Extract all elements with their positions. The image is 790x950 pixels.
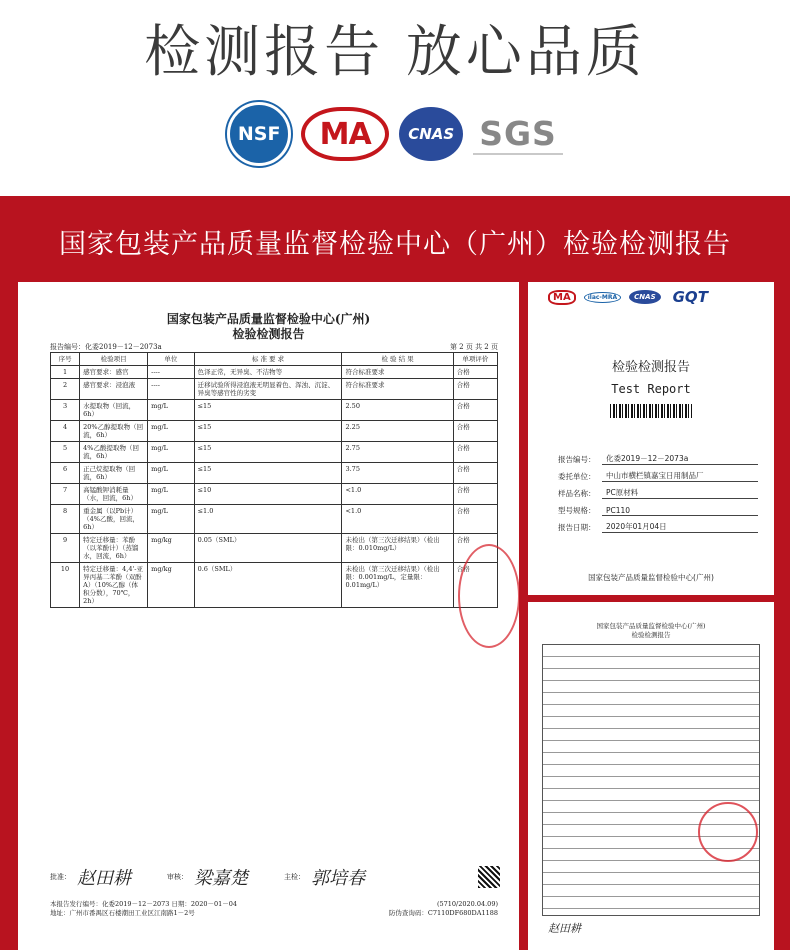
table-cell: 3.75 xyxy=(342,463,453,484)
report-main-footer xyxy=(50,900,498,918)
table-cell: mg/L xyxy=(148,400,194,421)
table-row xyxy=(51,379,498,400)
column-header: 单项评价 xyxy=(453,353,497,366)
table-cell: 6 xyxy=(51,463,80,484)
table-cell: 迁移试验所得浸泡液无明显着色、浑浊、沉淀、异臭等感官性的劣变 xyxy=(194,379,342,400)
cover-logos xyxy=(548,288,758,306)
table-cell: 特定迁移量：苯酚（以苯酚计）（蒸馏水，回流，6h） xyxy=(80,534,148,563)
column-header: 单位 xyxy=(148,353,194,366)
table-cell: 感官要求：感官 xyxy=(80,366,148,379)
table-cell: mg/kg xyxy=(148,563,194,608)
table-cell: ≤10 xyxy=(194,484,342,505)
gqt-logo: GQT xyxy=(672,288,708,306)
page-headline: 检测报告 放心品质 xyxy=(144,20,646,85)
cover-title-cn: 检验检测报告 xyxy=(611,360,690,375)
certification-logos xyxy=(0,102,790,166)
table-cell: 合格 xyxy=(453,563,497,608)
cover-field xyxy=(558,499,758,516)
official-seal xyxy=(698,802,758,862)
report-page-one xyxy=(528,602,774,950)
table-cell: 合格 xyxy=(453,379,497,400)
field-value: 中山市横栏镇嘉宝日用制品厂 xyxy=(602,470,758,482)
cover-field xyxy=(558,516,758,533)
table-cell: ≤15 xyxy=(194,442,342,463)
signature-row xyxy=(50,864,500,890)
table-cell: mg/L xyxy=(148,463,194,484)
page-one-title-line2: 检验检测报告 xyxy=(631,631,671,639)
field-value: PC110 xyxy=(602,506,758,516)
table-cell: 2.75 xyxy=(342,442,453,463)
table-cell: 合格 xyxy=(453,400,497,421)
nsf-logo: NSF xyxy=(227,102,291,166)
inspector-label: 主检： xyxy=(284,873,305,881)
field-label: 样品名称： xyxy=(558,489,596,498)
cover-fields xyxy=(558,448,758,533)
field-label: 报告编号： xyxy=(558,455,596,464)
cma-logo: MA xyxy=(548,290,576,305)
report-number: 报告编号：化委2019－12－2073a xyxy=(50,343,162,351)
cma-logo: MA xyxy=(301,107,389,161)
field-value: PC原材料 xyxy=(602,487,758,499)
table-cell: 2.25 xyxy=(342,421,453,442)
field-value: 化委2019－12－2073a xyxy=(602,453,758,465)
table-cell: 合格 xyxy=(453,442,497,463)
report-main-meta xyxy=(50,342,498,352)
cover-field xyxy=(558,448,758,465)
top-section xyxy=(0,0,790,196)
table-row xyxy=(51,366,498,379)
table-cell: 1 xyxy=(51,366,80,379)
report-cover-page xyxy=(528,282,774,595)
field-value: 2020年01月04日 xyxy=(602,521,758,533)
ilac-logo: ilac-MRA xyxy=(584,292,621,303)
banner-subtitle: 国家包装产品质量监督检验中心（广州）检验检测报告 xyxy=(59,229,731,260)
sgs-logo: SGS xyxy=(473,114,563,155)
table-cell: 0.05（SML） xyxy=(194,534,342,563)
table-cell: ≤1.0 xyxy=(194,505,342,534)
table-cell: 2.50 xyxy=(342,400,453,421)
table-cell: 合格 xyxy=(453,534,497,563)
approver-signature: 赵田耕 xyxy=(77,868,131,889)
table-cell: 20%乙醇提取物（回流，6h） xyxy=(80,421,148,442)
page-one-title xyxy=(528,622,774,640)
table-cell: 2 xyxy=(51,379,80,400)
table-cell: <1.0 xyxy=(342,505,453,534)
table-cell: 重金属（以Pb计）（4%乙酸，回流，6h） xyxy=(80,505,148,534)
report-main-title-line1: 国家包装产品质量监督检验中心(广州) xyxy=(166,312,371,326)
page-info: 第 2 页 共 2 页 xyxy=(449,343,498,351)
page-one-title-line1: 国家包装产品质量监督检验中心(广州) xyxy=(596,622,706,630)
cover-field xyxy=(558,465,758,482)
approver-label: 批准： xyxy=(50,873,71,881)
footer-anti-fake: 防伪查询码：C7110DF680DA1188 xyxy=(388,909,498,917)
table-cell: ---- xyxy=(148,366,194,379)
table-row xyxy=(51,442,498,463)
table-cell: 合格 xyxy=(453,463,497,484)
inspector-signature: 郭培春 xyxy=(311,868,365,889)
reviewer-signature: 梁嘉楚 xyxy=(194,868,248,889)
field-label: 报告日期： xyxy=(558,523,596,532)
footer-right xyxy=(389,900,498,918)
table-cell: ≤15 xyxy=(194,421,342,442)
table-row xyxy=(51,463,498,484)
table-cell: 未检出（第三次迁移结果）（检出限：0.010mg/L） xyxy=(342,534,453,563)
table-cell: 10 xyxy=(51,563,80,608)
page-one-table xyxy=(542,644,760,916)
table-cell: 9 xyxy=(51,534,80,563)
table-cell: 符合标准要求 xyxy=(342,366,453,379)
table-cell: <1.0 xyxy=(342,484,453,505)
table-cell: 合格 xyxy=(453,366,497,379)
table-body xyxy=(51,366,498,608)
table-cell: 5 xyxy=(51,442,80,463)
table-cell: ≤15 xyxy=(194,400,342,421)
table-cell: mg/L xyxy=(148,442,194,463)
column-header: 检 验 结 果 xyxy=(342,353,453,366)
table-row xyxy=(51,421,498,442)
cnas-logo: CNAS xyxy=(399,107,463,161)
table-cell: 高锰酸钾消耗量（水，回流，6h） xyxy=(80,484,148,505)
cnas-logo: CNAS xyxy=(629,290,660,304)
table-cell: 7 xyxy=(51,484,80,505)
reviewer-label: 审核： xyxy=(167,873,188,881)
table-row xyxy=(51,505,498,534)
column-header: 标 准 要 求 xyxy=(194,353,342,366)
table-cell: 合格 xyxy=(453,505,497,534)
barcode-icon xyxy=(610,404,692,418)
table-cell: 0.6（SML） xyxy=(194,563,342,608)
table-cell: ---- xyxy=(148,379,194,400)
report-main-title xyxy=(18,312,519,342)
table-cell: 色泽正常，无异臭、不洁物等 xyxy=(194,366,342,379)
table-cell: mg/L xyxy=(148,421,194,442)
column-header: 检验项目 xyxy=(80,353,148,366)
table-cell: 水提取物（回流，6h） xyxy=(80,400,148,421)
table-cell: 特定迁移量：4,4'-亚异丙基二苯酚（双酚A）（10%乙醇（体积分数），70℃，2h） xyxy=(80,563,148,608)
table-cell: mg/kg xyxy=(148,534,194,563)
table-cell: 合格 xyxy=(453,421,497,442)
footer-issue-no: 本报告发行编号：化委2019－12－2073 日期：2020－01－04 xyxy=(50,900,238,908)
table-cell: 符合标准要求 xyxy=(342,379,453,400)
footer-form-no: (5710/2020.04.09) xyxy=(436,900,498,908)
table-row xyxy=(51,534,498,563)
cover-field xyxy=(558,482,758,499)
table-cell: mg/L xyxy=(148,484,194,505)
qr-code-icon xyxy=(478,866,500,888)
field-label: 型号规格： xyxy=(558,506,596,515)
table-cell: 未检出（第三次迁移结果）（检出限：0.001mg/L，定量限：0.01mg/L） xyxy=(342,563,453,608)
table-row xyxy=(51,400,498,421)
table-cell: 4 xyxy=(51,421,80,442)
table-cell: 合格 xyxy=(453,484,497,505)
table-row xyxy=(51,484,498,505)
field-label: 委托单位： xyxy=(558,472,596,481)
table-cell: mg/L xyxy=(148,505,194,534)
table-cell: ≤15 xyxy=(194,463,342,484)
official-seal xyxy=(458,544,519,648)
column-header: 序号 xyxy=(51,353,80,366)
report-main-page xyxy=(18,282,519,950)
table-cell: 8 xyxy=(51,505,80,534)
table-cell: 3 xyxy=(51,400,80,421)
test-results-table xyxy=(50,352,498,608)
table-cell: 感官要求：浸泡液 xyxy=(80,379,148,400)
cover-title-en: Test Report xyxy=(611,382,691,396)
page-one-signatures: 赵田耕 xyxy=(548,922,581,935)
table-cell: 4%乙酸提取物（回流，6h） xyxy=(80,442,148,463)
table-header-row xyxy=(51,353,498,366)
cover-organization: 国家包装产品质量监督检验中心(广州) xyxy=(588,573,714,582)
table-cell: 正己烷提取物（回流，6h） xyxy=(80,463,148,484)
footer-address: 地址：广州市番禺区石楼潮田工业区江南路1－2号 xyxy=(50,909,195,917)
report-main-title-line2: 检验检测报告 xyxy=(232,327,305,341)
table-row xyxy=(51,563,498,608)
